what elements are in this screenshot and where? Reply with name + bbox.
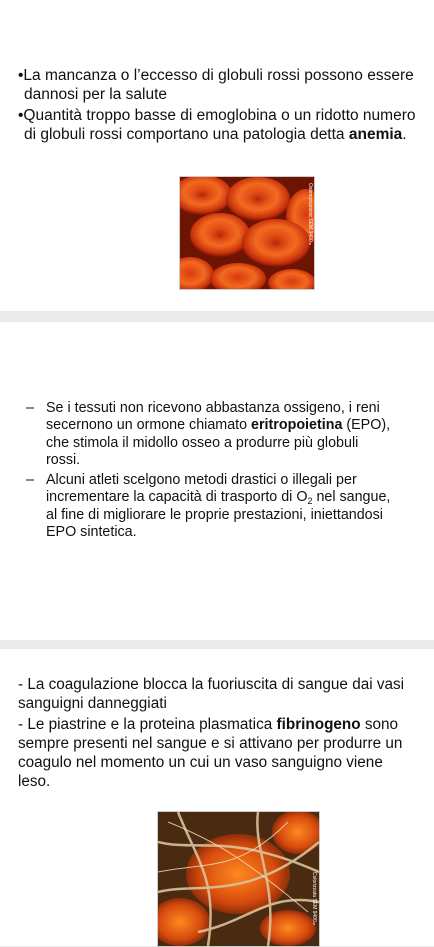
paragraph-1: - La coagulazione blocca la fuoriuscita di sangue dai vasi sanguigni danneggiati <box>18 676 405 712</box>
bullet-1-text: •La mancanza o l’eccesso di globuli rossi possono essere dannosi per la salute <box>18 67 414 103</box>
list-item <box>26 472 396 541</box>
paragraph-2 <box>18 715 418 791</box>
item-1-text: Se i tessuti non ricevono abbastanza ossigeno, i reni secernono un ormone chiamato <box>46 400 380 434</box>
item-2-text-end: nel sangue, al fine di migliorare le proprie prestazioni, iniettandosi EPO sintetica. <box>46 489 391 541</box>
item-1-text-end: (EPO), che stimola il midollo osseo a produrre più globuli rossi. <box>46 417 391 468</box>
fibrinogeno-term: fibrinogeno <box>276 716 361 733</box>
bullet-2-text: •Quantità troppo basse di emoglobina o un ridotto numero di globuli rossi comportano una patologia detta <box>18 107 416 143</box>
slide-3-text <box>18 675 418 793</box>
eritropoietina-term: eritropoietina <box>251 417 343 434</box>
bullet-1 <box>18 66 418 104</box>
slide-2-list <box>26 400 396 544</box>
bullet-2 <box>18 106 418 144</box>
slide-1-text <box>18 66 418 144</box>
dash-marker: – <box>26 400 34 416</box>
bullet-2-end: . <box>402 126 407 143</box>
blood-clot-illustration <box>158 812 319 946</box>
oxygen-subscript: 2 <box>307 496 313 507</box>
blood-clot-image <box>157 811 320 947</box>
image-caption: Ostemorazione SEM 3400× <box>307 183 313 248</box>
item-2-text: Alcuni atleti scelgono metodi drastici o illegali per incrementare la capacità di trasporto di O <box>46 472 357 506</box>
list-item-text <box>46 472 396 541</box>
image-caption: Colorizzata SEM 9400× <box>311 872 317 928</box>
list-item-text <box>46 400 396 469</box>
dash-marker: – <box>26 472 34 489</box>
red-blood-cells-image <box>179 176 315 290</box>
anemia-term: anemia <box>348 126 403 143</box>
para-2-text-end: sono sempre presenti nel sangue e si attivano per produrre un coagulo nel momento un cui un vaso sanguigno viene leso. <box>18 716 403 790</box>
list-item <box>26 400 396 469</box>
red-blood-cells-illustration <box>180 177 314 289</box>
para-2-text: - Le piastrine e la proteina plasmatica <box>18 716 277 733</box>
